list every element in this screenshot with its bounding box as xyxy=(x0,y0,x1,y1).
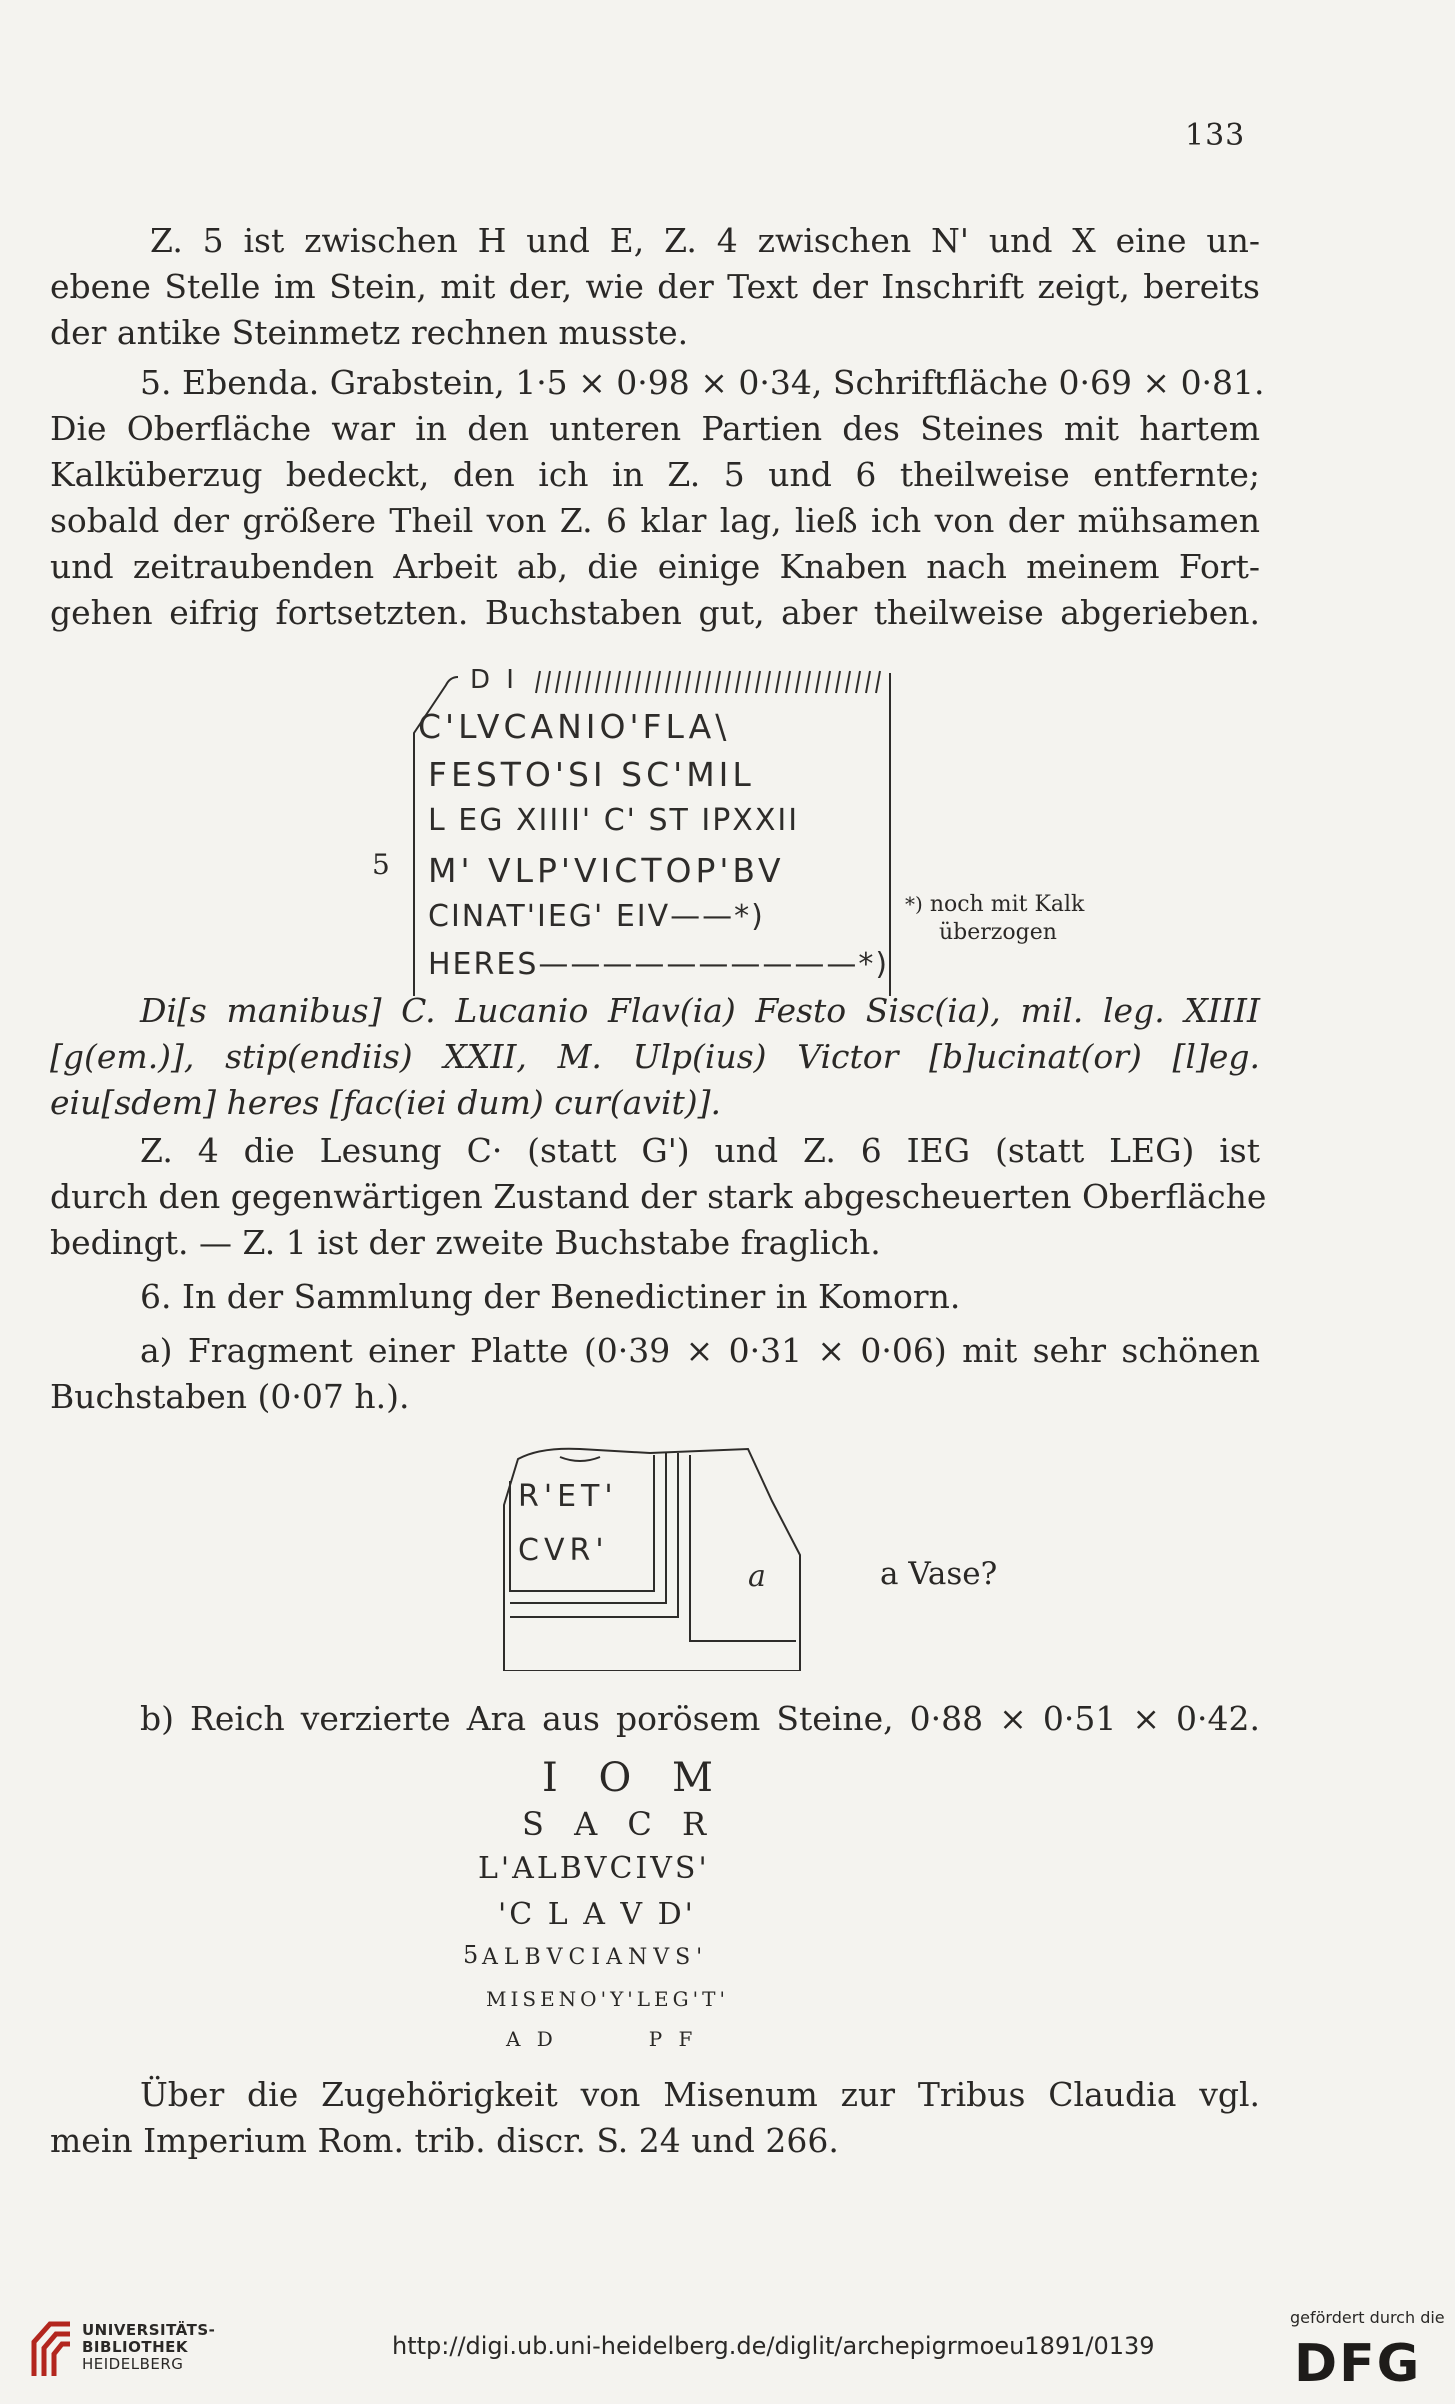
page-number: 133 xyxy=(1185,118,1246,153)
fragment-line: R'ET' xyxy=(518,1479,618,1514)
inscription-note xyxy=(905,890,1084,947)
note-line: überzogen xyxy=(939,920,1057,945)
altar-line: A D P F xyxy=(506,2027,698,2051)
inscription-line: HERES——————————*) xyxy=(428,947,890,982)
inscription-2 xyxy=(500,1445,810,1671)
text-line: bedingt. — Z. 1 ist der zweite Buchstabe fraglich. xyxy=(50,1223,881,1262)
text-line: ebene Stelle im Stein, mit der, wie der Text der Inschrift zeigt, bereits xyxy=(50,267,1260,306)
text-line: der antike Steinmetz rechnen musste. xyxy=(50,313,689,352)
library-logo-icon xyxy=(30,2320,74,2380)
inscription-1 xyxy=(410,663,895,996)
paragraph-7 xyxy=(50,2072,1260,2164)
library-name xyxy=(82,2322,215,2373)
funded-by-label: gefördert durch die xyxy=(1290,2308,1445,2327)
text-line: a) Fragment einer Platte (0·39 × 0·31 × 0·06) mit sehr schönen xyxy=(140,1331,1260,1370)
altar-line: 'C L A V D' xyxy=(498,1897,696,1932)
inscription-line: CINAT'IEG' EIV——*) xyxy=(428,899,765,934)
altar-line: L'ALBVCIVS' xyxy=(478,1851,710,1886)
note-marker: *) xyxy=(905,892,923,916)
fragment-line: CVR' xyxy=(518,1533,609,1568)
text-line: Di[s manibus] C. Lucanio Flav(ia) Festo Sisc(ia), mil. leg. XIIII xyxy=(140,991,1260,1030)
library-name-line: HEIDELBERG xyxy=(82,2355,184,2373)
inscription-line: M' VLP'VICTOP'BV xyxy=(428,851,785,890)
inscription-line: C'LVCANIO'FLA\ xyxy=(418,707,731,746)
text-line: mein Imperium Rom. trib. discr. S. 24 und 266. xyxy=(50,2121,839,2160)
text-line: durch den gegenwärtigen Zustand der stark abgescheuerten Oberfläche xyxy=(50,1177,1267,1216)
dfg-logo: DFG xyxy=(1294,2334,1422,2394)
paragraph-3 xyxy=(50,1128,1267,1266)
text-line: und zeitraubenden Arbeit ab, die einige Knaben nach meinem Fort- xyxy=(50,547,1260,586)
text-line: gehen eifrig fortsetzten. Buchstaben gut, aber theilweise abgerieben. xyxy=(50,593,1260,632)
text-line: Z. 4 die Lesung C· (statt G') und Z. 6 IEG (statt LEG) ist xyxy=(140,1131,1260,1170)
footer-bar xyxy=(0,2300,1455,2404)
transcription xyxy=(50,988,1260,1126)
inscription-line-number: 5 xyxy=(372,848,390,881)
inscription-line: L EG XIIII' C' ST IPXXII xyxy=(428,803,800,838)
paragraph-1 xyxy=(50,218,1260,356)
paragraph-5 xyxy=(50,1328,1260,1420)
text-line: Die Oberfläche war in den unteren Partien des Steines mit hartem xyxy=(50,409,1260,448)
altar-line-number: 5 xyxy=(463,1941,479,1969)
library-name-line: UNIVERSITÄTS- xyxy=(82,2321,216,2339)
text-line: Über die Zugehörigkeit von Misenum zur Tribus Claudia vgl. xyxy=(140,2075,1260,2114)
text-line: Buchstaben (0·07 h.). xyxy=(50,1377,410,1416)
fragment-annotation: a Vase? xyxy=(880,1556,998,1592)
text-line: [g(em.)], stip(endiis) XXII, M. Ulp(ius) Victor [b]ucinat(or) [l]eg. xyxy=(50,1037,1260,1076)
inscription-line: D I xyxy=(470,665,518,695)
altar-line: ALBVCIANVS' xyxy=(482,1945,709,1970)
altar-line: MISENO'Y'LEG'T' xyxy=(486,1987,729,2011)
altar-line: S A C R xyxy=(522,1805,717,1843)
permalink-link[interactable]: http://digi.ub.uni-heidelberg.de/diglit/archepigrmoeu1891/0139 xyxy=(392,2332,1155,2360)
text-line: Z. 5 ist zwischen H und E, Z. 4 zwischen N' und X eine un- xyxy=(150,221,1260,260)
inscription-line: FESTO'SI SC'MIL xyxy=(428,755,755,794)
text-line: eiu[sdem] heres [fac(iei dum) cur(avit)]. xyxy=(50,1083,722,1122)
text-line: sobald der größere Theil von Z. 6 klar lag, ließ ich von der mühsamen xyxy=(50,501,1260,540)
library-name-line: BIBLIOTHEK xyxy=(82,2338,188,2356)
paragraph-6 xyxy=(50,1696,1260,1742)
text-line: 6. In der Sammlung der Benedictiner in Komorn. xyxy=(140,1277,961,1316)
paragraph-2 xyxy=(50,360,1265,636)
text-line: Kalküberzug bedeckt, den ich in Z. 5 und 6 theilweise entfernte; xyxy=(50,455,1260,494)
note-line: noch mit Kalk xyxy=(929,892,1085,917)
paragraph-4 xyxy=(50,1274,1260,1320)
fragment-label: a xyxy=(748,1559,766,1594)
altar-line: I O M xyxy=(542,1755,727,1801)
text-line: 5. Ebenda. Grabstein, 1·5 × 0·98 × 0·34, Schriftfläche 0·69 × 0·81. xyxy=(140,363,1265,402)
text-line: b) Reich verzierte Ara aus porösem Steine, 0·88 × 0·51 × 0·42. xyxy=(140,1699,1260,1738)
